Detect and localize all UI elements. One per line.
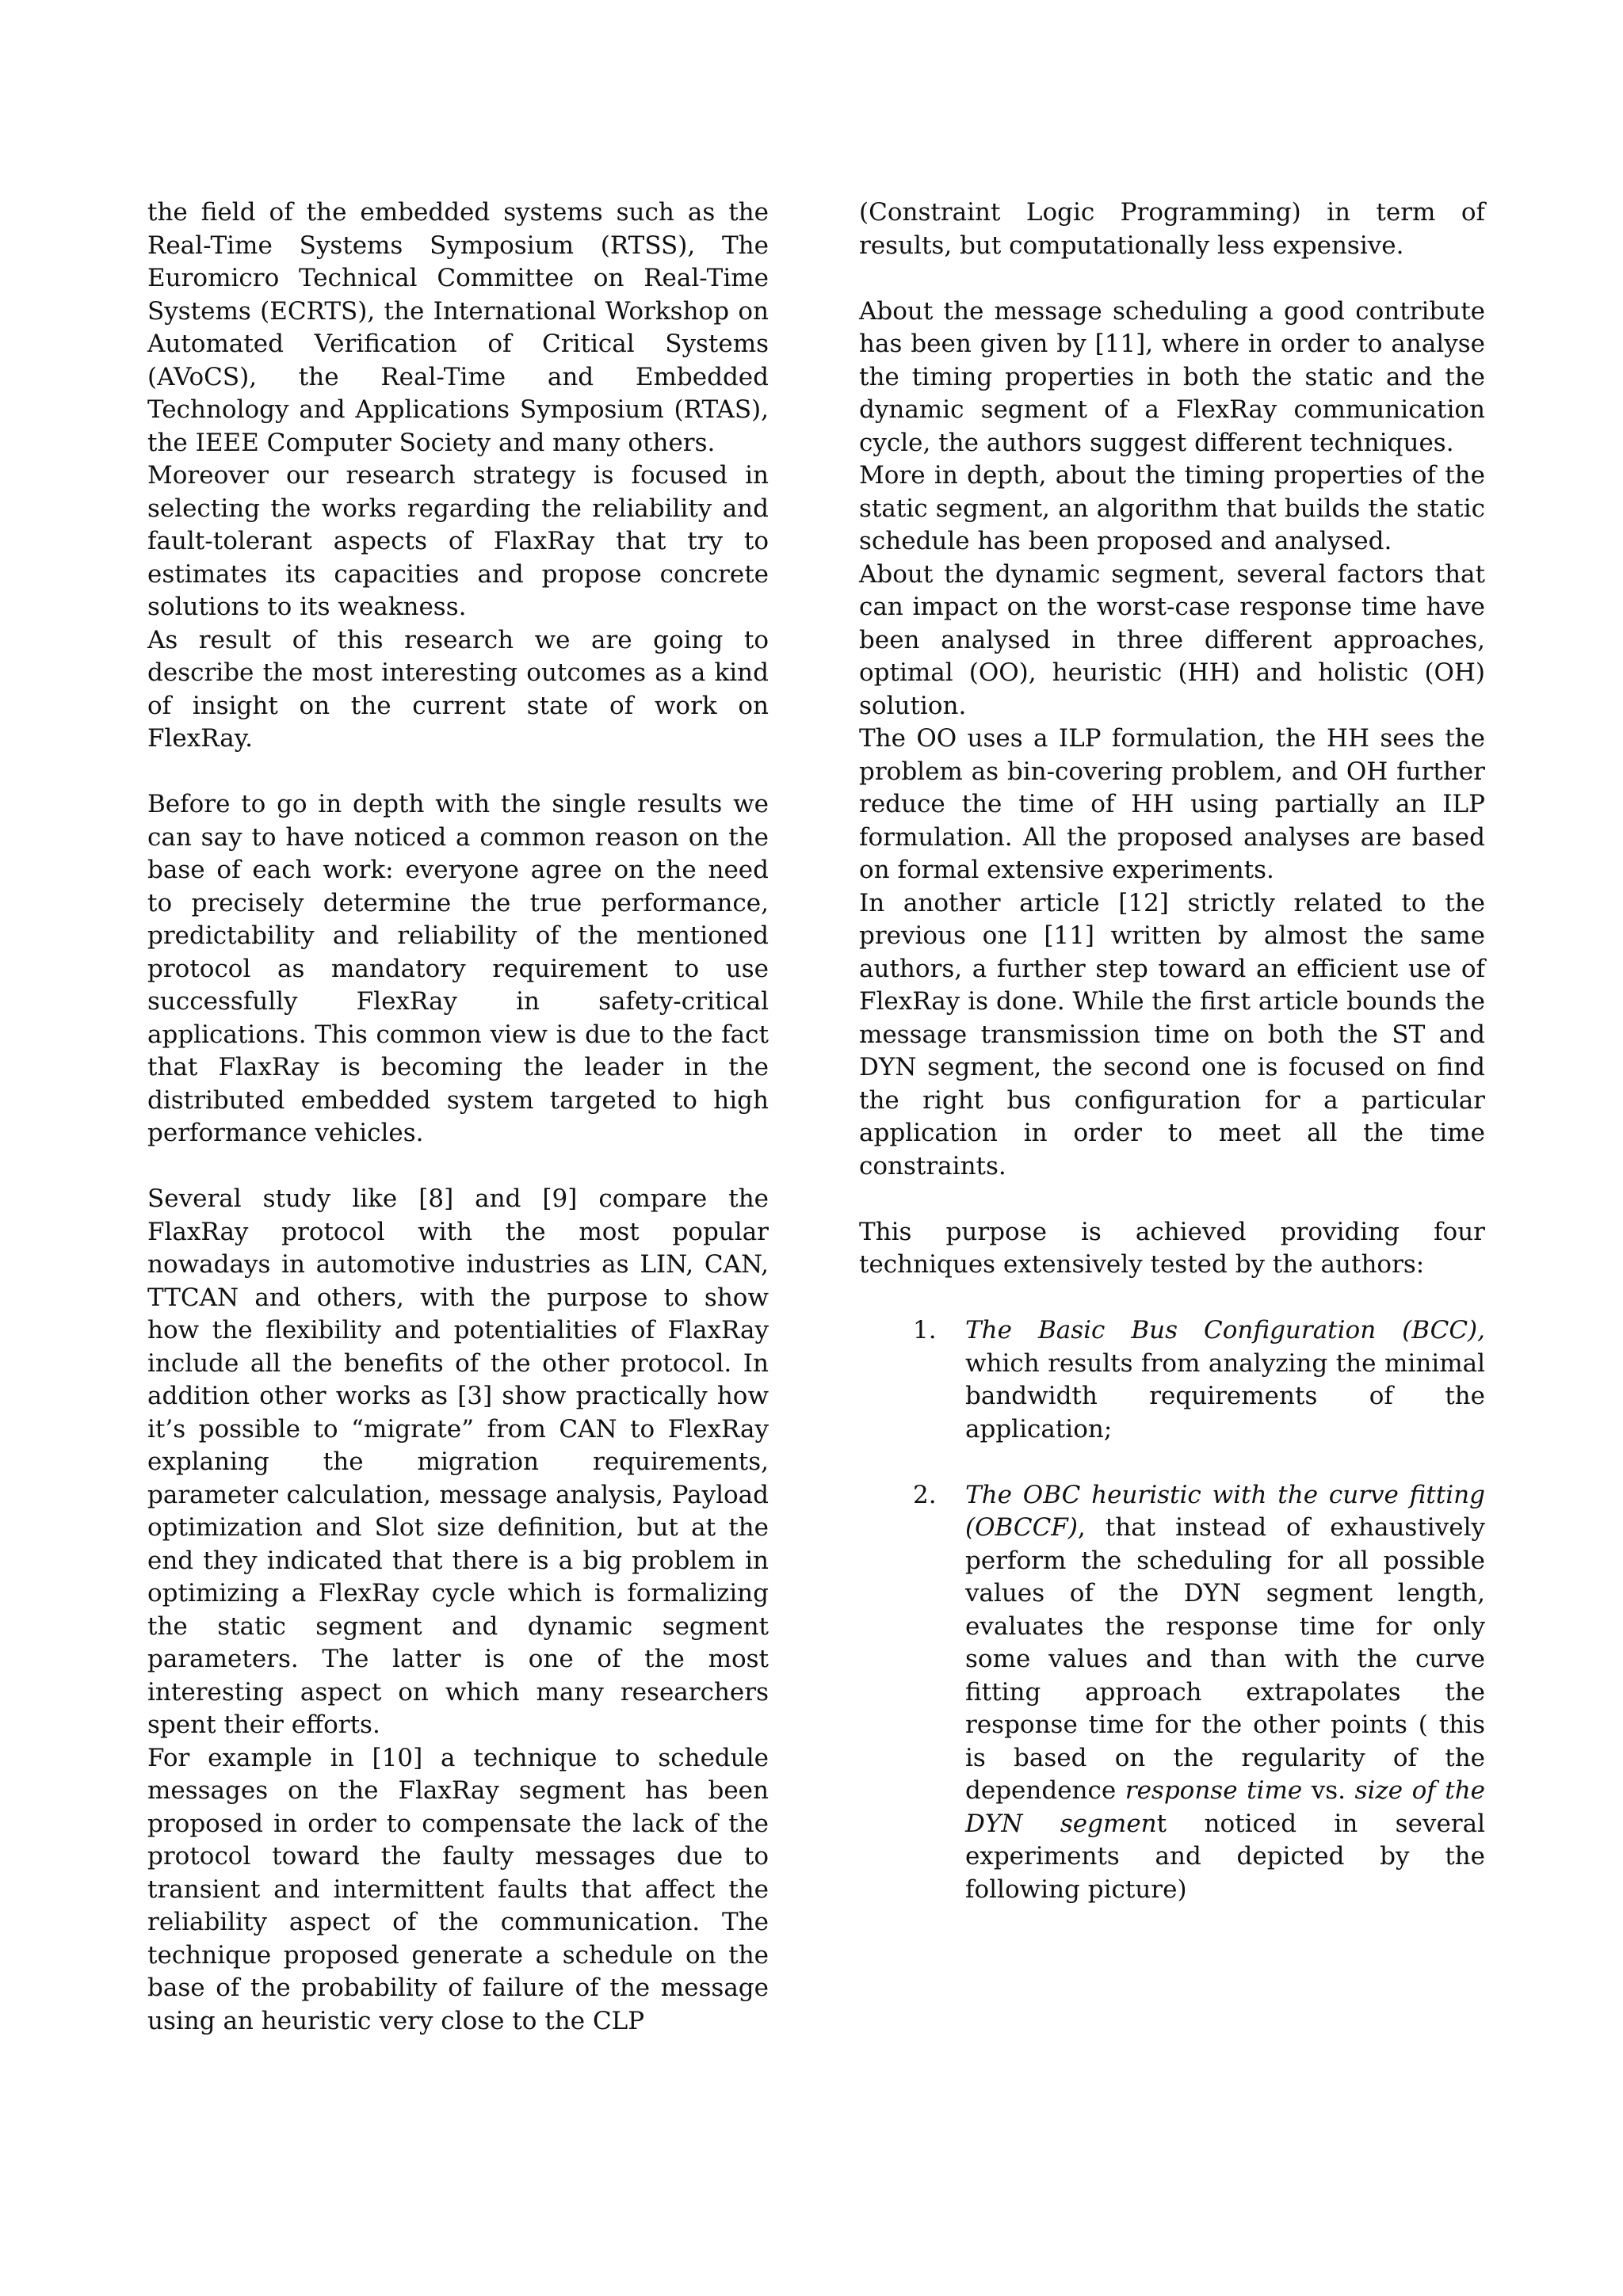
list-item	[859, 1314, 1485, 1446]
paragraph-gap	[147, 1150, 769, 1184]
right-paragraph-3: More in depth, about the timing properties of the static segment, an algorithm that builds the static schedule has been proposed and analysed.	[859, 461, 1485, 555]
left-paragraph-6: For example in [10] a technique to schedule messages on the FlaxRay segment has been proposed in order to compensate the lack of the protocol toward the faulty messages due to transient and intermittent faults that affect the reliability aspect of the communication. The technique proposed generate a schedule on the base of the probability of failure of the message using an heuristic very close to the CLP	[147, 1743, 769, 2035]
paragraph-gap	[859, 1282, 1485, 1315]
paragraph-gap	[859, 262, 1485, 296]
list-item-number: 1.	[913, 1316, 937, 1344]
list-item-text: , that instead of exhaustively perform the scheduling for all possible values of the DYN segment length, evaluates the response time for only some values and than with the curve fitting approach extrapolates the response time for the other points ( this is based on the regularity of the dependence	[965, 1513, 1485, 1805]
techniques-list	[859, 1314, 1485, 1906]
left-paragraph-5: Several study like [8] and [9] compare the FlaxRay protocol with the most popular nowadays in automotive industries as LIN, CAN, TTCAN and others, with the purpose to show how the flexibility and potentialities of FlaxRay include all the benefits of the other protocol. In addition other works as [3] show practically how it’s possible to “migrate” from CAN to FlexRay explaning the migration requirements, parameter calculation, message analysis, Payload optimization and Slot size definition, but at the end they indicated that there is a big problem in optimizing a FlexRay cycle which is formalizing the static segment and dynamic segment parameters. The latter is one of the most interesting aspect on which many researchers spent their efforts.	[147, 1184, 769, 1739]
right-paragraph-5: The OO uses a ILP formulation, the HH sees the problem as bin-covering problem, and OH further reduce the time of HH using partially an ILP formulation. All the proposed analyses are based on formal extensive experiments.	[859, 724, 1485, 884]
right-paragraph-2: About the message scheduling a good contribute has been given by [11], where in order to analyse the timing properties in both the static and the dynamic segment of a FlexRay communication cycle, the authors suggest different techniques.	[859, 296, 1485, 457]
list-item-number: 2.	[913, 1480, 937, 1509]
list-item-text: vs.	[1302, 1776, 1355, 1805]
list-item-title: The OBC heuristic with the curve fitting (OBCCF)	[965, 1480, 1485, 1542]
right-paragraph-6: In another article [12] strictly related to the previous one [11] written by almost the same authors, a further step toward an efficient use of FlexRay is done. While the first article bounds the message transmission time on both the ST and DYN segment, the second one is focused on find the right bus configuration for a particular application in order to meet all the time constraints.	[859, 888, 1485, 1180]
right-paragraph-4: About the dynamic segment, several factors that can impact on the worst-case response time have been analysed in three different approaches, optimal (OO), heuristic (HH) and holistic (OH) solution.	[859, 559, 1485, 720]
italic-term: response time	[1125, 1776, 1303, 1805]
left-paragraph-2: Moreover our research strategy is focused in selecting the works regarding the reliability and fault-tolerant aspects of FlaxRay that try to estimates its capacities and propose concrete solutions to its weakness.	[147, 461, 769, 621]
list-item-text: which results from analyzing the minimal bandwidth requirements of the application;	[965, 1348, 1485, 1444]
right-paragraph-7: This purpose is achieved providing four techniques extensively tested by the authors:	[859, 1217, 1485, 1279]
right-paragraph-1: (Constraint Logic Programming) in term of results, but computationally less expensive.	[859, 198, 1485, 260]
paragraph-gap	[859, 1446, 1485, 1479]
paragraph-gap	[147, 756, 769, 789]
list-item	[859, 1479, 1485, 1907]
paragraph-gap	[859, 1183, 1485, 1216]
italic-term: size of the DYN segmen	[965, 1776, 1486, 1838]
left-paragraph-1: the field of the embedded systems such as the Real-Time Systems Symposium (RTSS), The Euromicro Technical Committee on Real-Time Systems (ECRTS), the International Workshop on Automated Verification of Critical Systems (AVoCS), the Real-Time and Embedded Technology and Applications Symposium (RTAS), the IEEE Computer Society and many others.	[147, 198, 769, 457]
list-item-title: The Basic Bus Configuration (BCC),	[965, 1316, 1485, 1344]
left-column	[147, 196, 769, 2038]
left-paragraph-3: As result of this research we are going to describe the most interesting outcomes as a kind of insight on the current state of work on FlexRay.	[147, 625, 769, 753]
right-column	[859, 196, 1485, 1906]
list-item-text: t noticed in several experiments and depicted by the following picture)	[965, 1809, 1486, 1904]
left-paragraph-4: Before to go in depth with the single results we can say to have noticed a common reason on the base of each work: everyone agree on the need to precisely determine the true performance, predictability and reliability of the mentioned protocol as mandatory requirement to use successfully FlexRay in safety-critical applications. This common view is due to the fact that FlaxRay is becoming the leader in the distributed embedded system targeted to high performance vehicles.	[147, 790, 769, 1147]
